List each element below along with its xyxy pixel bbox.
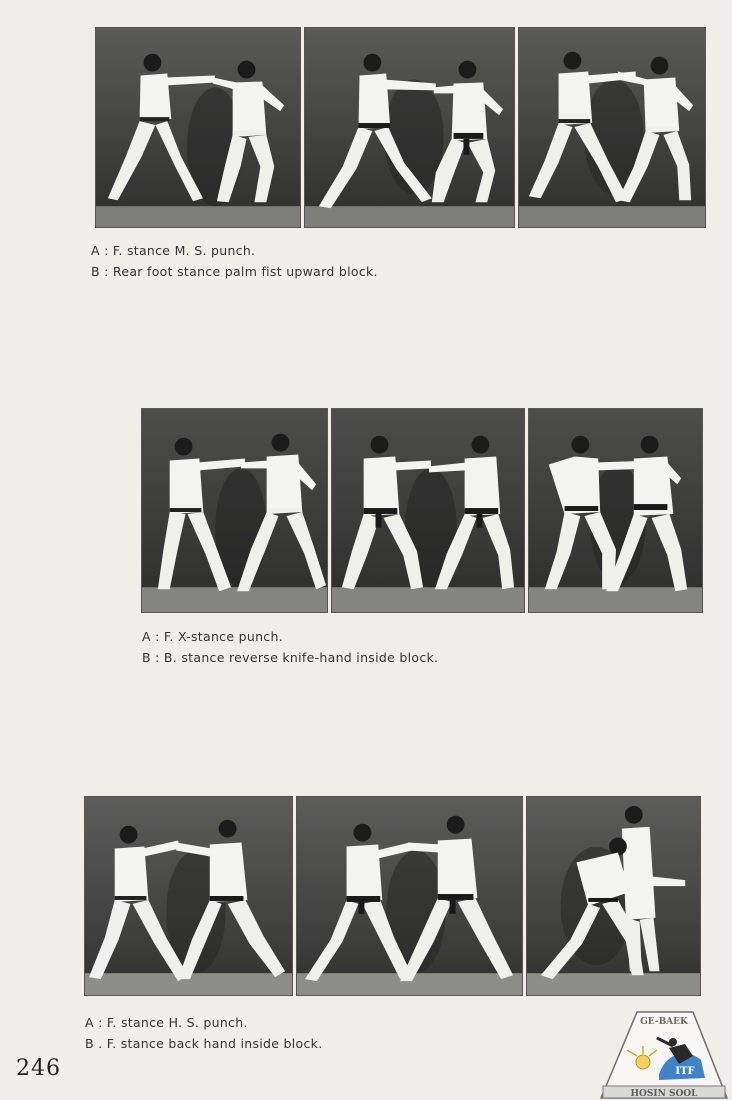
caption-sequence-2 [142,626,438,668]
sparring-photo-1b [304,27,515,228]
caption-line-defender: B : B. stance reverse knife-hand inside block. [142,650,439,665]
photo-sequence-2 [141,408,703,613]
sparring-photo-2c [528,408,703,613]
logo-top-text: GE-BAEK [640,1017,688,1027]
sparring-photo-3a [84,796,293,996]
photo-sequence-1 [95,27,706,228]
caption-line-defender: B . F. stance back hand inside block. [85,1036,323,1051]
page-number: 246 [16,1056,61,1081]
sparring-photo-3b [296,796,523,996]
caption-line-attacker: A : F. stance H. S. punch. [85,1015,248,1030]
sparring-photo-2b [331,408,525,613]
caption-sequence-1 [91,240,378,282]
sparring-photo-2a [141,408,328,613]
caption-sequence-3 [85,1012,322,1054]
sparring-photo-1c [518,27,706,228]
ge-baek-itf-logo [597,1008,731,1100]
logo-bottom-text: HOSIN SOOL [630,1089,698,1099]
photo-sequence-3 [84,796,701,996]
logo-itf-text: ITF [675,1066,695,1077]
caption-line-defender: B : Rear foot stance palm fist upward block. [91,264,378,279]
caption-line-attacker: A : F. X-stance punch. [142,629,283,644]
sparring-photo-1a [95,27,301,228]
sparring-photo-3c [526,796,701,996]
caption-line-attacker: A : F. stance M. S. punch. [91,243,256,258]
